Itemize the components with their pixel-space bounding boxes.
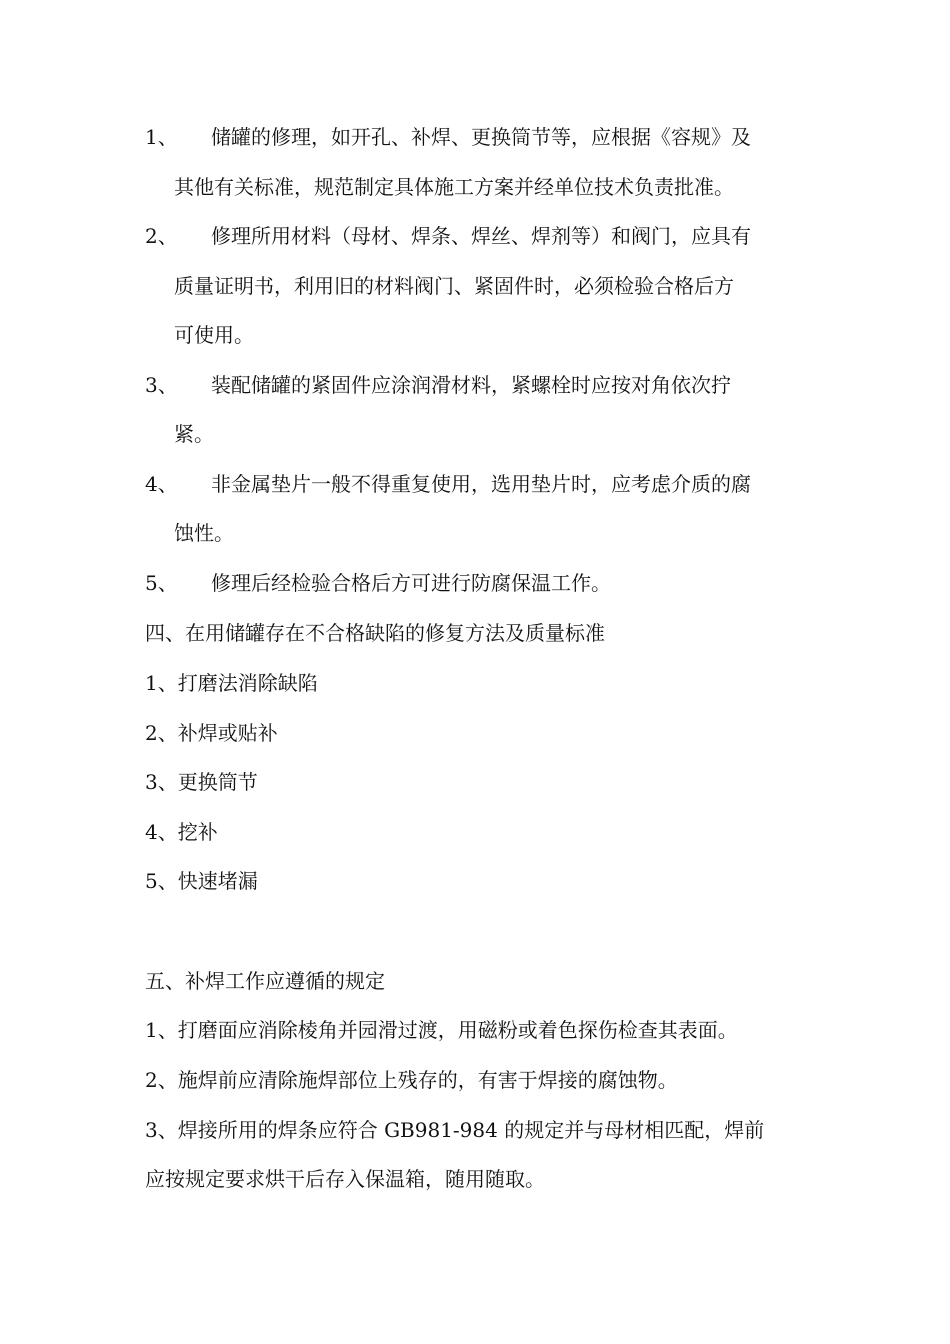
list-item-number: 2、: [145, 224, 178, 248]
section-4-heading: 四、在用储罐存在不合格缺陷的修复方法及质量标准: [145, 621, 605, 645]
list-item-text: 修理所用材料（母材、焊条、焊丝、焊剂等）和阀门，应具有: [211, 224, 751, 248]
list-item-text: 储罐的修理，如开孔、补焊、更换筒节等，应根据《容规》及: [211, 125, 751, 149]
list-item-number: 5、: [145, 571, 178, 595]
list-item-text: 非金属垫片一般不得重复使用，选用垫片时，应考虑介质的腐: [211, 472, 751, 496]
section-4-item-2: 2、补焊或贴补: [145, 721, 278, 745]
list-item-2-line-1: [145, 222, 830, 250]
list-item-1-line-1: [145, 123, 830, 151]
list-item-4-line-1: [145, 470, 830, 498]
list-item-3-line-2: 紧。: [174, 422, 214, 446]
section-5-heading: 五、补焊工作应遵循的规定: [145, 969, 385, 993]
list-item-2-line-3: 可使用。: [174, 323, 254, 347]
list-item-number: 1、: [145, 125, 178, 149]
list-item-2-line-2: 质量证明书，利用旧的材料阀门、紧固件时，必须检验合格后方: [174, 274, 734, 298]
section-5-item-1: 1、打磨面应消除棱角并园滑过渡，用磁粉或着色探伤检查其表面。: [145, 1018, 738, 1042]
section-5-item-3-line-1: 3、焊接所用的焊条应符合 GB981-984 的规定并与母材相匹配，焊前: [145, 1118, 765, 1142]
section-4-item-5: 5、快速堵漏: [145, 869, 258, 893]
section-5-item-3-line-2: 应按规定要求烘干后存入保温箱，随用随取。: [145, 1167, 545, 1191]
section-4-item-4: 4、挖补: [145, 820, 218, 844]
list-item-3-line-1: [145, 371, 830, 399]
list-item-5-line-1: [145, 569, 830, 597]
list-item-4-line-2: 蚀性。: [174, 521, 234, 545]
list-item-text: 装配储罐的紧固件应涂润滑材料，紧螺栓时应按对角依次拧: [211, 373, 731, 397]
list-item-text: 修理后经检验合格后方可进行防腐保温工作。: [211, 571, 611, 595]
section-4-item-1: 1、打磨法消除缺陷: [145, 671, 318, 695]
section-5-item-2: 2、施焊前应清除施焊部位上残存的，有害于焊接的腐蚀物。: [145, 1068, 678, 1092]
list-item-number: 4、: [145, 472, 178, 496]
list-item-number: 3、: [145, 373, 178, 397]
list-item-1-line-2: 其他有关标准，规范制定具体施工方案并经单位技术负责批准。: [174, 175, 734, 199]
section-4-item-3: 3、更换筒节: [145, 770, 258, 794]
